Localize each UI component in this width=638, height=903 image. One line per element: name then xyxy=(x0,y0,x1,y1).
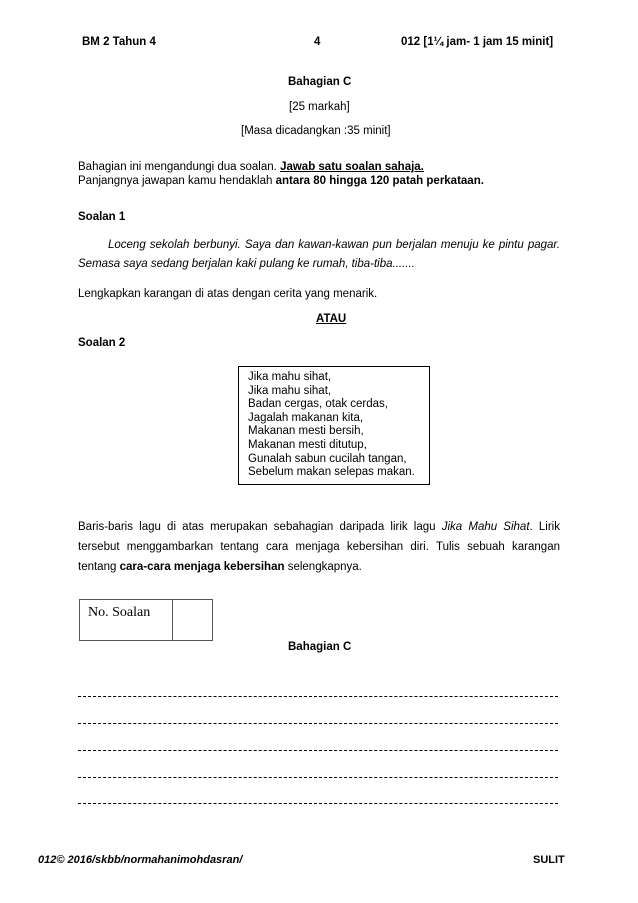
footer-classification: SULIT xyxy=(533,854,565,866)
question-1-instruction: Lengkapkan karangan di atas dengan cerita yang menarik. xyxy=(78,288,378,300)
answer-line[interactable] xyxy=(78,803,558,804)
header-subject: BM 2 Tahun 4 xyxy=(82,36,156,48)
answer-line[interactable] xyxy=(78,696,558,697)
instruction-line-2-text: Panjangnya jawapan kamu hendaklah xyxy=(78,175,276,187)
header-code-duration: 012 [1¼ jam- 1 jam 15 minit] xyxy=(401,36,554,48)
header-page-number: 4 xyxy=(314,36,321,48)
question-2-body-text: . Lirik tersebut menggambarkan tentang cara menjaga kebersihan diri. Tulis sebuah karangan tentang xyxy=(78,521,560,573)
lyric-line: Sebelum makan selepas makan. xyxy=(248,466,415,479)
lyric-line: Makanan mesti ditutup, xyxy=(248,438,367,451)
answer-line[interactable] xyxy=(78,723,558,724)
instruction-line-2 xyxy=(78,175,484,187)
lyric-line: Badan cergas, otak cerdas, xyxy=(248,398,388,411)
question-1-title: Soalan 1 xyxy=(78,211,126,223)
question-2-body-emphasis: cara-cara menjaga kebersihan xyxy=(119,561,285,573)
instruction-line-1-emphasis: Jawab satu soalan sahaja. xyxy=(280,161,424,173)
lyric-line: Makanan mesti bersih, xyxy=(248,425,364,438)
lyric-line: Jagalah makanan kita, xyxy=(248,411,364,424)
question-2-body-text: Baris-baris lagu di atas merupakan sebahagian daripada lirik lagu xyxy=(78,521,442,533)
instruction-line-2-emphasis: antara 80 hingga 120 patah perkataan. xyxy=(275,175,484,187)
song-lyrics-box xyxy=(238,366,430,485)
lyric-line: Jika mahu sihat, xyxy=(248,384,332,397)
instruction-line-1-text: Bahagian ini mengandungi dua soalan. xyxy=(78,161,281,173)
question-2-body xyxy=(78,517,560,577)
lyric-line: Gunalah sabun cucilah tangan, xyxy=(248,452,407,465)
section-time: [Masa dicadangkan :35 minit] xyxy=(241,125,391,137)
question-number-box xyxy=(79,599,213,641)
question-1-passage: Loceng sekolah berbunyi. Saya dan kawan-kawan pun berjalan menuju ke pintu pagar. Semasa saya sedang berjalan kaki pulang ke rumah, tiba-tiba....... xyxy=(78,239,560,270)
question-2-body-text: selengkapnya. xyxy=(284,561,362,573)
question-2-title: Soalan 2 xyxy=(78,337,126,349)
lyric-line: Jika mahu sihat, xyxy=(248,371,332,383)
answer-line[interactable] xyxy=(78,777,558,778)
answer-section-title: Bahagian C xyxy=(288,641,352,653)
section-marks: [25 markah] xyxy=(289,101,350,113)
answer-line[interactable] xyxy=(78,750,558,751)
or-label: ATAU xyxy=(316,313,347,325)
question-number-label: No. Soalan xyxy=(80,600,173,640)
song-title: Jika Mahu Sihat xyxy=(441,521,530,533)
section-title: Bahagian C xyxy=(288,76,352,88)
footer-copyright: 012© 2016/skbb/normahanimohdasran/ xyxy=(38,854,243,866)
question-number-field[interactable] xyxy=(173,600,212,640)
instruction-line-1 xyxy=(78,161,424,173)
